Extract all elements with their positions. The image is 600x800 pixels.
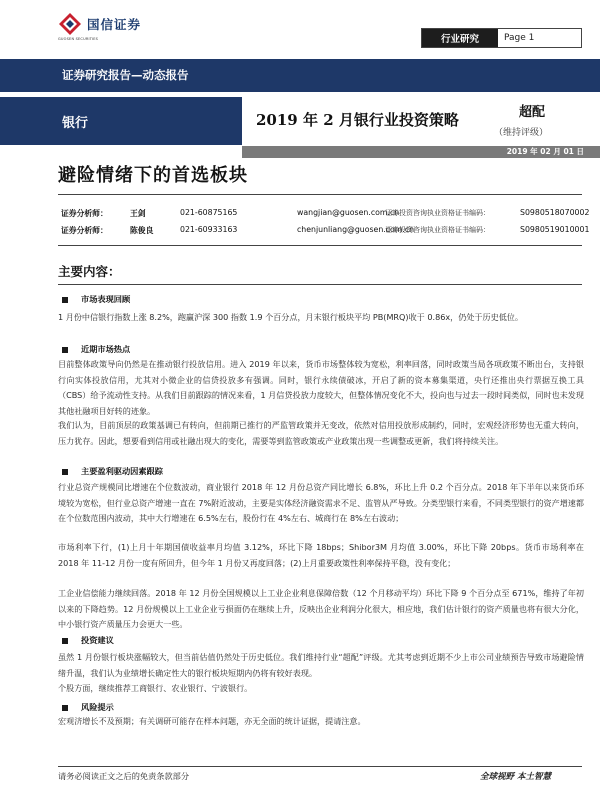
analyst-phone: 021-60933163 — [180, 225, 238, 234]
section-heading — [62, 702, 114, 713]
header-tab-bar — [421, 28, 582, 48]
category-label: 行业研究 — [422, 29, 498, 47]
section-title: 市场表现回顾 — [81, 294, 131, 304]
rating-note: （维持评级） — [494, 128, 549, 138]
footer-divider — [58, 766, 582, 767]
footer-disclaimer: 请务必阅读正文之后的免责条款部分 — [58, 771, 190, 781]
analyst-name: 陈俊良 — [130, 226, 154, 235]
paragraph: 1 月份中信银行指数上涨 8.2%，跑赢沪深 300 指数 1.9 个百分点，月末银行板块平均 PB(MRQ)收于 0.86x，仍处于历史低位。 — [58, 312, 523, 322]
brand-name: 国信证券 — [87, 17, 142, 32]
analyst-row — [61, 208, 590, 221]
sector-block — [0, 97, 242, 145]
summary-divider — [58, 284, 582, 285]
paragraph: 我们认为，目前顶层的政策基调已有转向，但前期已推行的严监管政策并无变改，依然对信用投放形成制约，同时，宏观经济形势也无重大转向，压力犹存。因此，想要看到信用或社融出现大的变化，需要等到监管政策或产业政策出现一些调整或更新，我们将持续关注。 — [58, 420, 584, 446]
section-heading — [62, 466, 163, 477]
analyst-row — [61, 225, 590, 238]
guosen-logo — [58, 12, 142, 41]
paragraph: 行业总资产规模同比增速在个位数波动，商业银行 2018 年 12 月份总资产同比增长 6.8%，环比上升 0.2 个百分点。2018 年下半年以来货币环境较为宽松，但行业总资产增速一直在 7%附近波动，主要是实体经济融资需求不足、监管从严导致。分类型银行来看，不同类型银行的资产增速都在个位数范围内波动，其中大行增速在 6.5%左右，股份行在 4%左右、城商行在 8%左右波动； — [58, 482, 584, 524]
report-date: 2019 年 02 月 01 日 — [506, 147, 584, 156]
section-title: 投资建议 — [81, 635, 114, 645]
section-heading — [62, 294, 130, 305]
paragraph: 目前整体政策导向仍然是在推动银行投放信用。进入 2019 年以来，货币市场整体较为宽松，利率回落，同时政策当局各项政策不断出台，支持银行向实体投放信用，尤其对小微企业的信贷投放多有强调。同时，银行永续债破冰，开启了新的资本募集渠道，央行还推出央行票据互换工具（CBS）给予流动性支持。从我们目前跟踪的情况来看，1 月信贷投放力度较大，但整体情况变化不大，投向也与过去一段时间类似，同时也未发现其他社融项目好转的迹象。 — [58, 359, 584, 417]
paragraph: 宏观济增长不及预期；有关调研可能存在样本问题，亦无全面的统计证据，提请注意。 — [58, 716, 366, 726]
analyst-cert-number: S0980519010001 — [520, 225, 590, 234]
square-bullet-icon — [62, 297, 68, 303]
report-title: 2019 年 2 月银行业投资策略 — [256, 111, 459, 129]
section-title: 主要盈利驱动因素跟踪 — [81, 466, 163, 476]
analyst-divider — [58, 245, 582, 246]
analyst-email[interactable]: chenjunliang@guosen.com.cn — [297, 225, 415, 234]
section-title: 近期市场热点 — [81, 344, 131, 354]
section-heading — [62, 635, 114, 646]
section-title: 风险提示 — [81, 702, 114, 712]
analyst-role: 证券分析师： — [61, 209, 108, 218]
page-number: Page 1 — [504, 33, 535, 43]
analyst-cert-label: 证券投资咨询执业资格证书编码： — [385, 226, 490, 234]
section-heading — [62, 344, 130, 355]
summary-heading: 主要内容： — [58, 264, 121, 279]
analyst-email[interactable]: wangjian@guosen.com.cn — [297, 208, 400, 217]
square-bullet-icon — [62, 469, 68, 475]
paragraph: 虽然 1 月份银行板块涨幅较大，但当前估值仍然处于历史低位。我们维持行业“超配”评级。尤其考虑到近期不少上市公司业绩预告导致市场避险情绪升温，我们认为业绩增长确定性大的银行板块短期内仍将有较好表现。 — [58, 652, 584, 678]
title-divider — [58, 194, 582, 195]
brand-subtitle: GUOSEN SECURITIES — [58, 37, 99, 41]
rating: 超配 — [519, 105, 546, 120]
square-bullet-icon — [62, 705, 68, 711]
analyst-cert-number: S0980518070002 — [520, 208, 590, 217]
analyst-name: 王剑 — [130, 209, 146, 218]
paragraph: 市场利率下行，(1)上月十年期国债收益率月均值 3.12%，环比下降 18bps；Shibor3M 月均值 3.00%，环比下降 20bps。货币市场利率在 2018 年 11-12 月份一度有所回升，但今年 1 月份又再度回落；(2)上月重要政策性利率保持平稳，没有变化； — [58, 542, 584, 568]
analyst-role: 证券分析师： — [61, 226, 108, 235]
paragraph: 工企业信偿能力继续回落。2018 年 12 月份全国规模以上工业企业利息保障倍数（12 个月移动平均）环比下降 9 个百分点至 671%，维持了年初以来的下降趋势。12 月份规模以上工业企业亏损面仍在继续上升，反映出企业利润分化很大，相应地，我们估计银行的资产质量也将有很大分化，中小银行资产质量压力会更大一些。 — [58, 588, 584, 630]
guosen-emblem-icon — [58, 12, 82, 36]
page-title: 避险情绪下的首选板块 — [58, 165, 248, 186]
analyst-cert-label: 证券投资咨询执业资格证书编码： — [385, 209, 490, 217]
date-bar — [242, 146, 600, 158]
analyst-phone: 021-60875165 — [180, 208, 238, 217]
square-bullet-icon — [62, 347, 68, 353]
report-type: 证券研究报告—动态报告 — [62, 68, 189, 82]
paragraph: 个股方面，继续推荐工商银行、农业银行、宁波银行。 — [58, 683, 253, 693]
square-bullet-icon — [62, 638, 68, 644]
footer-slogan: 全球视野 本土智慧 — [480, 772, 551, 782]
sector-label: 银行 — [62, 116, 89, 131]
